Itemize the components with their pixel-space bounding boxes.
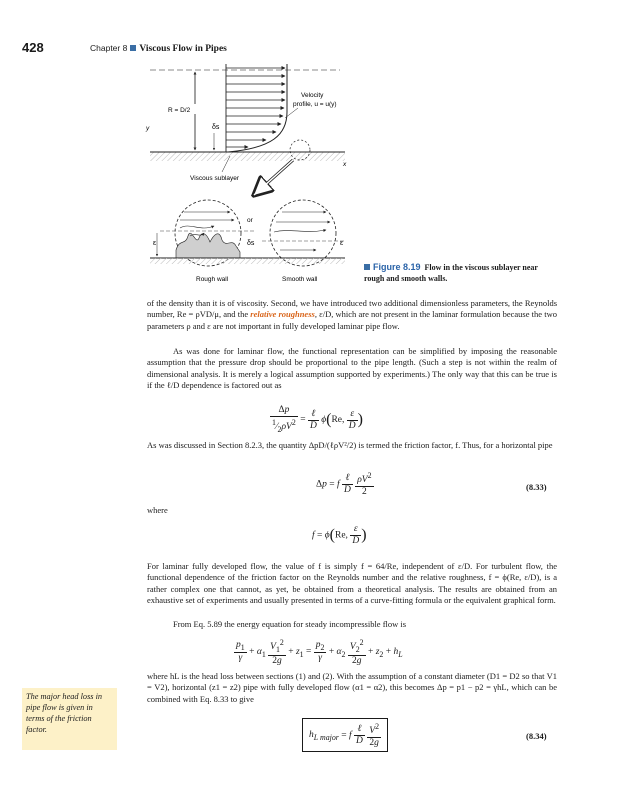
equation-8-33: Δp = f $\frac{\text{ℓ}}{D}$ $\frac{\rho V^2}{2}$ — [316, 471, 372, 498]
velocity-label-2: profile, u = u(y) — [293, 101, 337, 108]
viscous-sublayer-label: Viscous sublayer — [190, 175, 240, 182]
y-axis-label: y — [146, 125, 150, 132]
paragraph-4: For laminar fully developed flow, the value of f is simply f = 64/Re, independent of ε/D. For turbulent flow, the functional dependence of the friction factor on the Reynolds number and the relative roughness, f = ϕ(Re, ε/D), is a rather complex one that cannot, as yet, be obtained from a theoretical analysis. The results are obtained from an exhaustive set of experiments and usually presented in terms of a curve-fitting formula or the equivalent graphical form. — [147, 561, 557, 606]
smooth-wall-label: Smooth wall — [282, 276, 318, 283]
paragraph-1-a: of the density than it is of viscosity. Second, we have introduced two additional dimensionless parameters, the Reynolds number, Re = ρVD/μ, and the — [147, 298, 557, 320]
equation-number-8-33: (8.33) — [526, 482, 547, 492]
paragraph-3: As was discussed in Section 8.2.3, the quantity ΔpD/(ℓρV²/2) is termed the friction factor, f. Thus, for a horizontal pipe — [147, 440, 553, 450]
velocity-label-1: Velocity — [301, 92, 324, 99]
figure-8-19 — [0, 0, 624, 300]
paragraph-1-b: , ε/D, which are not present in the laminar formulation because the two parameters ρ and ε are not important in fully developed laminar pipe flow. — [147, 309, 557, 331]
pipe-wall — [150, 152, 345, 161]
caption-text: Flow in the viscous sublayer near rough and smooth walls. — [364, 263, 538, 283]
margin-note: The major head loss in pipe flow is given in terms of the friction factor. — [22, 688, 117, 750]
velocity-arrows — [226, 68, 285, 147]
figure-caption — [364, 262, 544, 284]
epsilon-label-rough: ε — [153, 240, 157, 247]
delta-s-label-2: δs — [247, 240, 255, 247]
chapter-title: Viscous Flow in Pipes — [139, 44, 227, 54]
delta-s-label: δs — [212, 124, 220, 131]
caption-square-icon — [364, 264, 370, 270]
or-label: or — [247, 217, 253, 224]
figure-number: Figure 8.19 — [373, 262, 421, 272]
equation-number-8-34: (8.34) — [526, 731, 547, 741]
paragraph-2: As was done for laminar flow, the functional representation can be simplified by imposing the reasonable assumption that the pressure drop should be proportional to the pipe length. (Such a step is not within the realm of dimensional analysis. It is merely a logical assumption supported by experiments.) The only way that this can be true is if the ℓ/D dependence is factored out as — [147, 346, 557, 391]
smooth-wall-detail — [262, 200, 345, 266]
relative-roughness-term: relative roughness — [250, 309, 315, 320]
equation-friction-factor: f = ϕ(Re, $\frac{\varepsilon}{D}$ ) — [312, 524, 367, 546]
where-1: where — [147, 505, 168, 515]
paragraph-1 — [147, 298, 557, 332]
epsilon-label-smooth: ε — [340, 240, 344, 247]
chapter-label: Chapter 8 — [90, 43, 128, 53]
equation-8-34: $h_{L major} = f$ $\frac{\text{ℓ}}{D}$ $\frac{V^2}{2g}$ — [302, 718, 388, 752]
equation-energy: $\frac{p_1}{\gamma}$ + $\alpha_1$ $\frac{V_1^2}{2g}$ + $z_1$ = $\frac{p_2}{\gamma}$ + $\alpha_2$ $\frac{V_2^2}{2g}$ + $z_2 + h_L$ — [236, 638, 403, 667]
paragraph-6: where hL is the head loss between sections (1) and (2). With the assumption of a constant diameter (D1 = D2 so that V1 = V2), horizontal (z1 = z2) pipe with fully developed flow (α1 = α2), this becomes Δp = p1 − p2 = γhL, which can be combined with Eq. 8.33 to give — [147, 671, 557, 704]
equation-dp-dimensionless: $\frac{\Delta p}{^1⁄_2\rho V^2}$ = $\frac{\text{ℓ}}{D}$ ϕ(Re, $\frac{\varepsilon}{D}$ ) — [272, 405, 363, 435]
x-axis-label: x — [343, 161, 347, 168]
rough-wall-label: Rough wall — [196, 276, 229, 283]
paragraph-5: From Eq. 5.89 the energy equation for steady incompressible flow is — [173, 619, 407, 629]
radius-label: R = D/2 — [168, 107, 191, 114]
page-number: 428 — [22, 40, 44, 55]
rough-wall-detail — [150, 200, 262, 266]
